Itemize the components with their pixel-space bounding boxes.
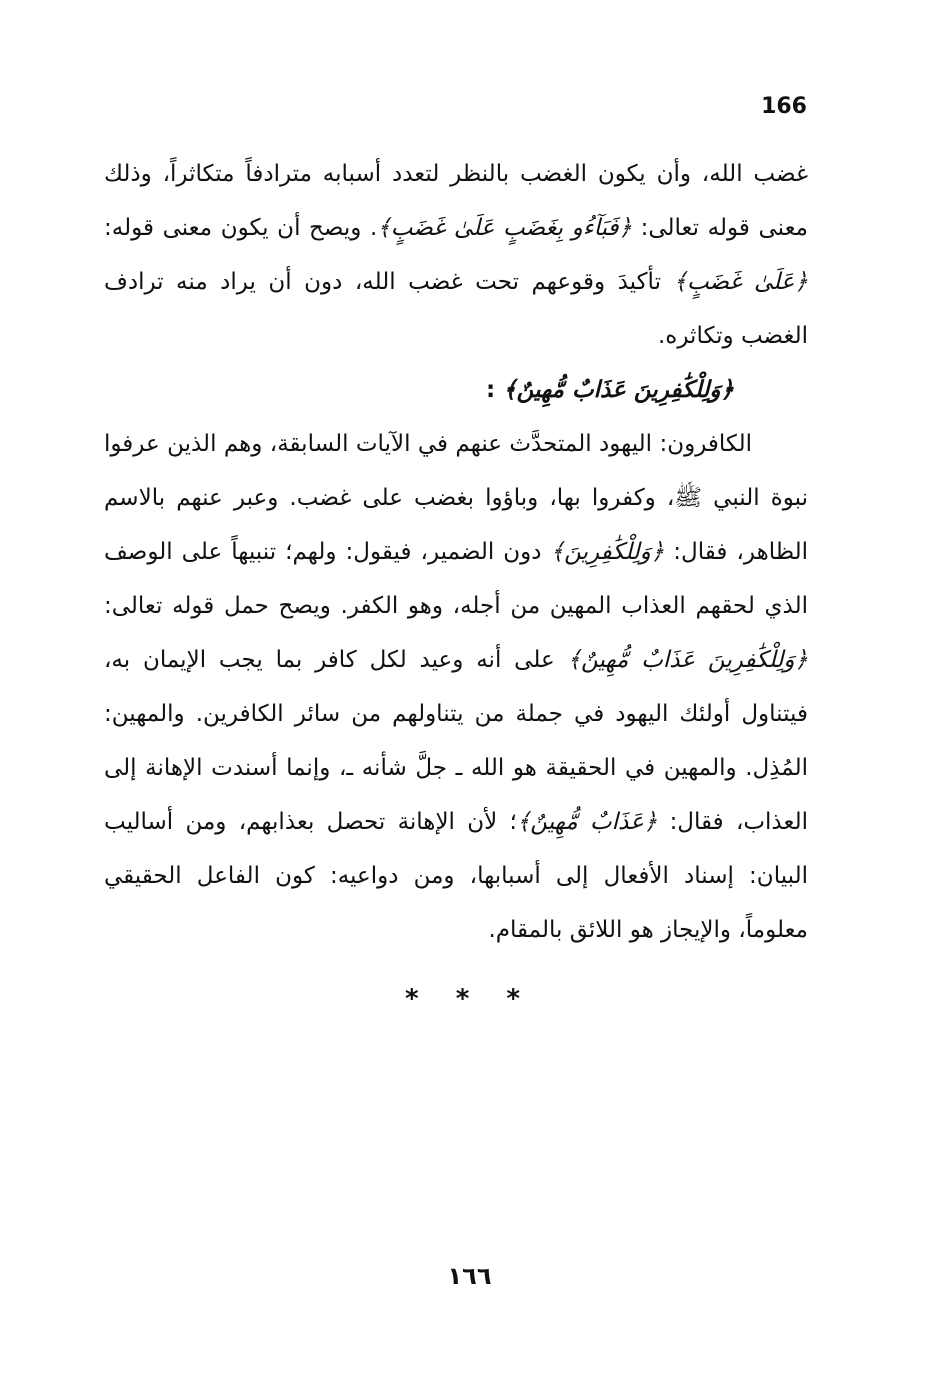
paragraph-2-text-d: ؛ لأن الإهانة تحصل بعذابهم، ومن أساليب البيان: إسناد الأفعال إلى أسبابها، ومن دواعيه: كون الفاعل الحقيقي معلوماً، والإيجاز هو اللائق بالمقام. [104, 809, 808, 943]
quran-verse: ﴿عَلَىٰ غَضَبٍ﴾ [673, 269, 808, 295]
verse-heading [104, 363, 808, 417]
page-number-latin: 166 [761, 94, 807, 119]
page-number-arabic: ١٦٦ [447, 1262, 492, 1290]
section-separator: * * * [405, 984, 534, 1014]
quran-verse: ﴿عَذَابٌ مُّهِينٌ﴾ [516, 809, 658, 835]
heading-colon: : [485, 377, 496, 403]
paragraph-2 [104, 417, 808, 957]
quran-verse: ﴿وَلِلْكَٰفِرِينَ عَذَابٌ مُّهِينٌ﴾ [567, 647, 809, 673]
heading-verse: ﴿وَلِلْكَٰفِرِينَ عَذَابٌ مُّهِينٌ﴾ [503, 376, 734, 403]
paragraph-2-text-b: دون الضمير، فيقول: ولهم؛ تنبيهاً على الوصف الذي لحقهم العذاب المهين من أجله، وهو الكفر. ويصح حمل قوله تعالى: [104, 539, 808, 619]
paragraph-2-text-a: الكافرون: اليهود المتحدَّث عنهم في الآيات السابقة، وهم الذين عرفوا نبوة النبي ﷺ، وكفروا بها، وباؤوا بغضب على غضب. وعبر عنهم بالاسم الظاهر، فقال: [104, 431, 808, 565]
paragraph-2-text-c: على أنه وعيد لكل كافر بما يجب الإيمان به، فيتناول أولئك اليهود في جملة من يتناولهم من سائر الكافرين. والمهين: المُذِل. والمهين في الحقيقة هو الله ـ جلَّ شأنه ـ، وإنما أسندت الإهانة إلى العذاب، فقال: [104, 647, 808, 835]
paragraph-1-text-a: غضب الله، وأن يكون الغضب بالنظر لتعدد أسبابه مترادفاً متكاثراً، وذلك معنى قوله تعالى: [104, 161, 809, 241]
paragraph-1 [104, 147, 808, 363]
paragraph-1-text-b: . ويصح أن يكون معنى قوله: [104, 215, 378, 241]
paragraph-1-text-c: تأكيدَ وقوعهم تحت غضب الله، دون أن يراد منه ترادف الغضب وتكاثره. [104, 269, 808, 349]
body-text [104, 147, 808, 957]
quran-verse: ﴿وَلِلْكَٰفِرِينَ﴾ [550, 539, 665, 565]
quran-verse: ﴿فَبَآءُو بِغَضَبٍ عَلَىٰ غَضَبٍ﴾ [377, 215, 633, 241]
